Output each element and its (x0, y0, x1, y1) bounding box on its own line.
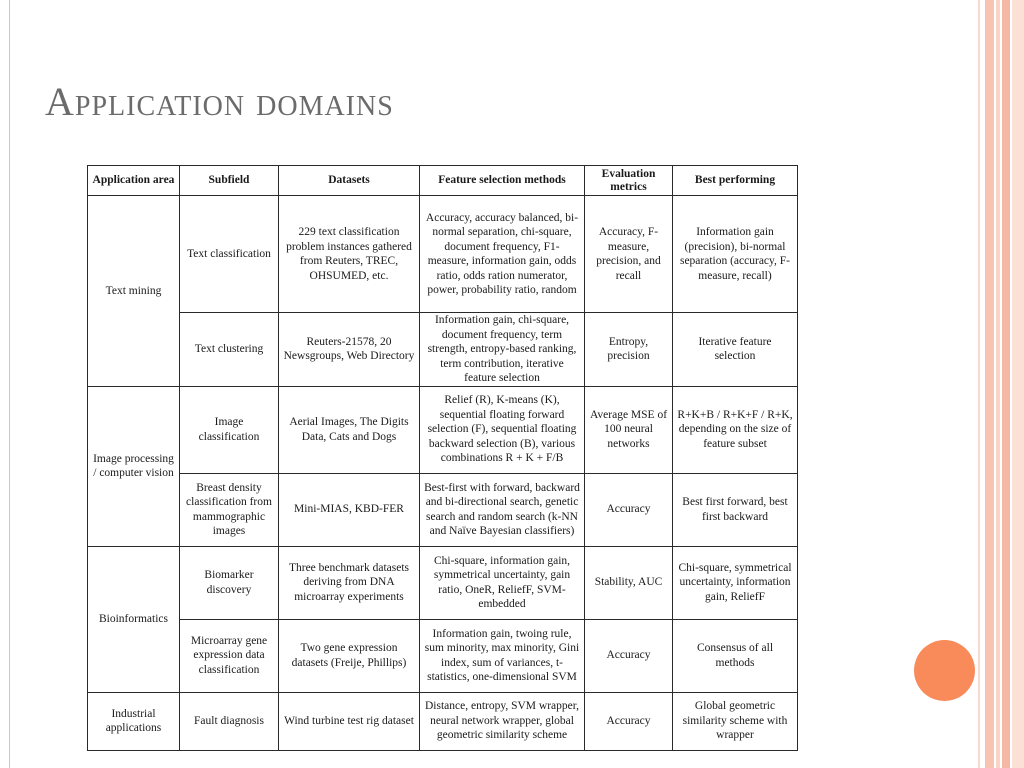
cell-area: Text mining (88, 196, 180, 387)
cell-methods: Information gain, twoing rule, sum minority, max minority, Gini index, sum of variances, t-statistics, one-dimensional SVM (420, 619, 585, 692)
table-row (88, 619, 798, 692)
table-row (88, 313, 798, 387)
application-domains-table (87, 165, 798, 751)
cell-area: Industrial applications (88, 692, 180, 750)
header-application-area: Application area (88, 166, 180, 196)
cell-subfield: Microarray gene expression data classification (180, 619, 279, 692)
header-datasets: Datasets (279, 166, 420, 196)
cell-best: R+K+B / R+K+F / R+K, depending on the size of feature subset (673, 386, 798, 473)
cell-subfield: Breast density classification from mammographic images (180, 473, 279, 546)
table-row (88, 386, 798, 473)
table-row (88, 196, 798, 313)
slide-title: Application domains (45, 79, 394, 124)
cell-metrics: Average MSE of 100 neural networks (585, 386, 673, 473)
cell-methods: Accuracy, accuracy balanced, bi-normal separation, chi-square, document frequency, F1-measure, information gain, odds ratio, odds ration numerator, power, probability ratio, random (420, 196, 585, 313)
header-best-performing: Best performing (673, 166, 798, 196)
cell-methods: Information gain, chi-square, document frequency, term strength, entropy-based ranking, term contribution, iterative feature selection (420, 313, 585, 387)
header-evaluation-metrics: Evaluation metrics (585, 166, 673, 196)
cell-datasets: 229 text classification problem instances gathered from Reuters, TREC, OHSUMED, etc. (279, 196, 420, 313)
cell-datasets: Two gene expression datasets (Freije, Phillips) (279, 619, 420, 692)
cell-best: Global geometric similarity scheme with wrapper (673, 692, 798, 750)
left-border-line (9, 0, 10, 768)
header-subfield: Subfield (180, 166, 279, 196)
cell-metrics: Accuracy (585, 619, 673, 692)
table-header-row (88, 166, 798, 196)
table-row (88, 546, 798, 619)
cell-area: Bioinformatics (88, 546, 180, 692)
decorative-stripe (985, 0, 994, 768)
cell-area: Image processing / computer vision (88, 386, 180, 546)
table-row (88, 473, 798, 546)
cell-datasets: Reuters-21578, 20 Newsgroups, Web Directory (279, 313, 420, 387)
cell-best: Best first forward, best first backward (673, 473, 798, 546)
cell-metrics: Entropy, precision (585, 313, 673, 387)
cell-best: Information gain (precision), bi-normal separation (accuracy, F-measure, recall) (673, 196, 798, 313)
cell-datasets: Wind turbine test rig dataset (279, 692, 420, 750)
cell-methods: Chi-square, information gain, symmetrical uncertainty, gain ratio, OneR, ReliefF, SVM-embedded (420, 546, 585, 619)
header-feature-selection-methods: Feature selection methods (420, 166, 585, 196)
decorative-stripe (1002, 0, 1010, 768)
cell-best: Chi-square, symmetrical uncertainty, information gain, ReliefF (673, 546, 798, 619)
cell-best: Iterative feature selection (673, 313, 798, 387)
cell-best: Consensus of all methods (673, 619, 798, 692)
cell-subfield: Biomarker discovery (180, 546, 279, 619)
cell-subfield: Text classification (180, 196, 279, 313)
cell-metrics: Accuracy (585, 692, 673, 750)
cell-metrics: Accuracy (585, 473, 673, 546)
cell-datasets: Aerial Images, The Digits Data, Cats and Dogs (279, 386, 420, 473)
decorative-stripe (978, 0, 980, 768)
table-row (88, 692, 798, 750)
cell-methods: Distance, entropy, SVM wrapper, neural network wrapper, global geometric similarity scheme (420, 692, 585, 750)
cell-datasets: Mini-MIAS, KBD-FER (279, 473, 420, 546)
cell-methods: Relief (R), K-means (K), sequential floating forward selection (F), sequential floating backward selection (B), various combinations R + K + F/B (420, 386, 585, 473)
cell-datasets: Three benchmark datasets deriving from DNA microarray experiments (279, 546, 420, 619)
cell-subfield: Image classification (180, 386, 279, 473)
decorative-circle (914, 640, 975, 701)
decorative-stripe (996, 0, 1000, 768)
cell-subfield: Fault diagnosis (180, 692, 279, 750)
decorative-stripe (1012, 0, 1024, 768)
cell-methods: Best-first with forward, backward and bi-directional search, genetic search and random search (k-NN and Naïve Bayesian classifiers) (420, 473, 585, 546)
cell-metrics: Stability, AUC (585, 546, 673, 619)
cell-subfield: Text clustering (180, 313, 279, 387)
cell-metrics: Accuracy, F-measure, precision, and recall (585, 196, 673, 313)
